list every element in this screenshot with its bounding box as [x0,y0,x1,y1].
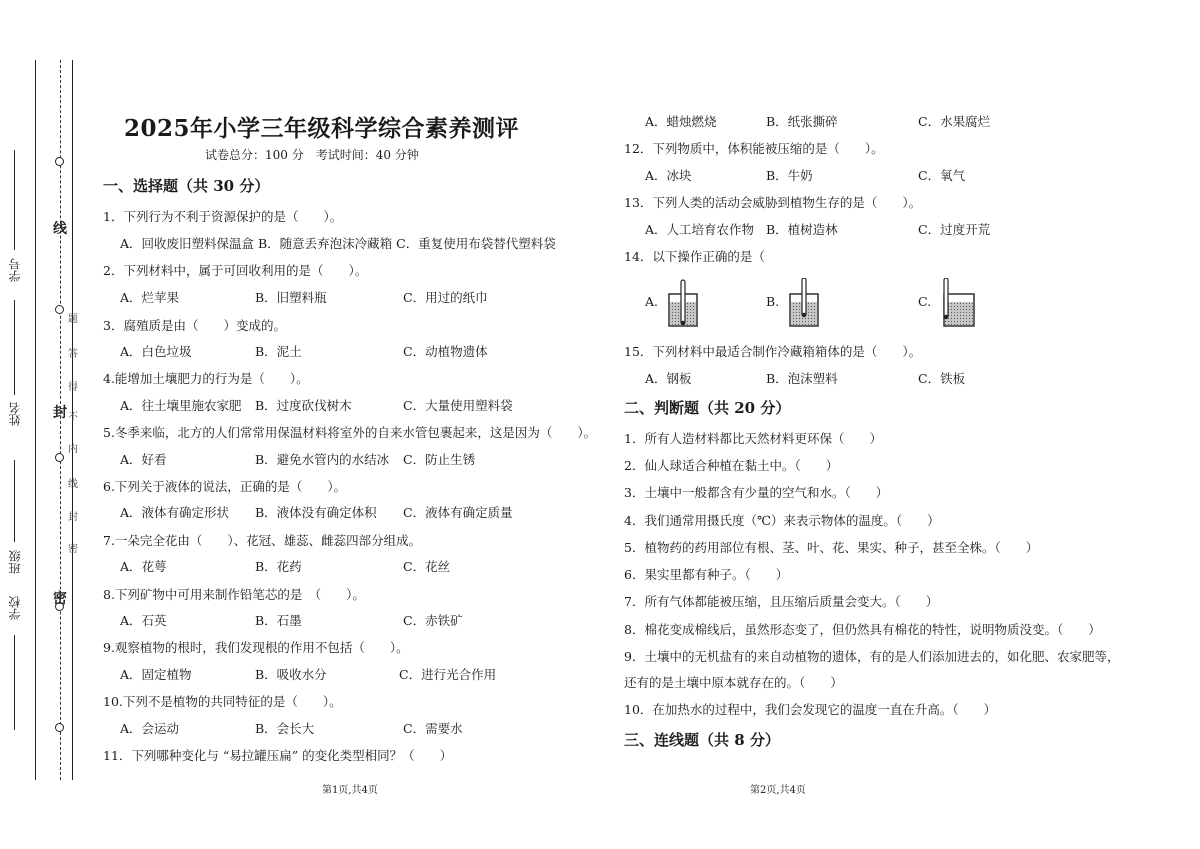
answer-option[interactable]: B．泥土 [255,344,302,359]
judgment-item: 7．所有气体都能被压缩，且压缩后质量会变大。（ ） [624,594,939,609]
answer-option[interactable]: B．花药 [255,559,302,574]
answer-option[interactable]: A．液体有确定形状 [120,505,230,520]
page-number-left: 第1页,共4页 [322,785,378,796]
answer-option[interactable]: A．石英 [120,613,167,628]
answer-option[interactable]: C．花丝 [403,559,451,574]
question-stem: 3．腐殖质是由（ ）变成的。 [103,318,286,333]
section-heading-choice: 一、选择题（共 30 分） [103,177,270,195]
question-stem: 13．下列人类的活动会威胁到植物生存的是（ ）。 [624,195,922,210]
answer-option[interactable]: B．吸收水分 [255,667,327,682]
field-label-student-id: 学号 [8,258,22,282]
field-line-school[interactable] [14,635,15,730]
margin-hole [55,305,64,314]
answer-option[interactable]: B．避免水管内的水结冰 [255,452,390,467]
question-stem: 7.一朵完全花由（ ）、花冠、雄蕊、雌蕊四部分组成。 [103,533,422,548]
answer-option-c[interactable]: C. [918,294,932,309]
judgment-item: 10．在加热水的过程中，我们会发现它的温度一直在升高。（ ） [624,702,997,717]
seal-char-feng: 封 [53,405,67,421]
judgment-item: 5．植物药的药用部位有根、茎、叶、花、果实、种子，甚至全株。（ ） [624,540,1039,555]
answer-option[interactable]: C．需要水 [403,721,463,736]
answer-option[interactable]: C．进行光合作用 [399,667,497,682]
seal-small-char: 得 [68,382,78,393]
judgment-item-continued: 还有的是土壤中原本就存在的。（ ） [624,675,843,690]
seal-small-char: 线 [68,479,78,490]
margin-hole [55,723,64,732]
margin-hole [55,453,64,462]
answer-option[interactable]: C．动植物遗体 [403,344,488,359]
answer-option[interactable]: B．液体没有确定体积 [255,505,377,520]
question-stem: 8.下列矿物中可用来制作铅笔芯的是 （ ）。 [103,587,365,602]
answer-option[interactable]: A．钢板 [645,371,692,386]
page-number-right: 第2页,共4页 [750,785,806,796]
answer-option[interactable]: A．人工培育农作物 [645,222,755,237]
judgment-item: 4．我们通常用摄氏度（℃）来表示物体的温度。（ ） [624,513,940,528]
beaker-thermometer-c-icon [938,278,978,328]
answer-option[interactable]: C．大量使用塑料袋 [403,398,513,413]
field-line-class[interactable] [14,460,15,542]
answer-option[interactable]: C．水果腐烂 [918,114,991,129]
section-heading-true-false: 二、判断题（共 20 分） [624,399,791,417]
answer-option[interactable]: C．过度开荒 [918,222,991,237]
answer-option[interactable]: C．赤铁矿 [403,613,463,628]
answer-option[interactable]: A．冰块 [645,168,692,183]
answer-option[interactable]: A．白色垃圾 [120,344,192,359]
answer-option[interactable]: B．植树造林 [766,222,838,237]
question-stem: 11．下列哪种变化与 “易拉罐压扁” 的变化类型相同？（ ） [103,748,453,763]
answer-option[interactable]: C．氧气 [918,168,966,183]
seal-small-char: 不 [68,412,78,423]
question-stem: 5.冬季来临，北方的人们常常用保温材料将室外的自来水管包裹起来，这是因为（ ）。 [103,425,597,440]
question-stem: 4.能增加土壤肥力的行为是（ ）。 [103,371,309,386]
answer-option[interactable]: A．固定植物 [120,667,192,682]
field-line-name[interactable] [14,300,15,395]
section-heading-matching: 三、连线题（共 8 分） [624,731,780,749]
answer-option[interactable]: A．烂苹果 [120,290,180,305]
answer-option[interactable]: C．液体有确定质量 [403,505,513,520]
answer-option[interactable]: A．花萼 [120,559,167,574]
question-stem: 15．下列材料中最适合制作冷藏箱箱体的是（ ）。 [624,344,922,359]
answer-option-a[interactable]: A. [645,294,659,309]
page-title: 2025年小学三年级科学综合素养测评 [124,115,520,142]
seal-small-char: 内 [68,444,78,455]
answer-option[interactable]: C．防止生锈 [403,452,476,467]
field-label-name: 姓名 [8,402,22,426]
seal-char-mi: 密 [53,591,67,607]
answer-option[interactable]: B．石墨 [255,613,302,628]
question-stem: 6.下列关于液体的说法，正确的是（ ）。 [103,479,347,494]
answer-option[interactable]: A．好看 [120,452,167,467]
question-stem: 1．下列行为不利于资源保护的是（ ）。 [103,209,343,224]
answer-option[interactable]: C．用过的纸巾 [403,290,488,305]
answer-option[interactable]: B．旧塑料瓶 [255,290,327,305]
field-line-student-id[interactable] [14,150,15,250]
question-stem: 2．下列材料中，属于可回收利用的是（ ）。 [103,263,368,278]
seal-small-char: 封 [68,512,78,523]
answer-option[interactable]: B．牛奶 [766,168,813,183]
seal-char-xian: 线 [53,221,67,237]
margin-outer-line [35,60,36,780]
field-label-school: 学校 [8,596,22,620]
beaker-thermometer-a-icon [665,278,701,328]
judgment-item: 1．所有人造材料都比天然材料更环保（ ） [624,431,882,446]
judgment-item: 8．棉花变成棉线后，虽然形态变了，但仍然具有棉花的特性，说明物质没变。（ ） [624,622,1101,637]
beaker-thermometer-b-icon [786,278,822,328]
answer-option[interactable]: C．铁板 [918,371,966,386]
judgment-item: 6．果实里都有种子。（ ） [624,567,789,582]
seal-small-char: 密 [68,544,78,555]
answer-option[interactable]: B．会长大 [255,721,315,736]
answer-option[interactable]: A．回收废旧塑料保温盒 B．随意丢弃泡沫冷藏箱 C．重复使用布袋替代塑料袋 [120,236,556,251]
question-stem: 10.下列不是植物的共同特征的是（ ）。 [103,694,342,709]
exam-meta: 试卷总分：100 分 考试时间：40 分钟 [205,148,419,162]
judgment-item: 9．土壤中的无机盐有的来自动植物的遗体，有的是人们添加进去的，如化肥、农家肥等， [624,649,1120,664]
question-stem: 9.观察植物的根时，我们发现根的作用不包括（ ）。 [103,640,409,655]
answer-option[interactable]: A．往土壤里施农家肥 [120,398,242,413]
answer-option[interactable]: B．泡沫塑料 [766,371,838,386]
answer-option[interactable]: B．过度砍伐树木 [255,398,352,413]
margin-hole [55,157,64,166]
field-label-class: 班级 [8,550,22,574]
answer-option-b[interactable]: B. [766,294,780,309]
judgment-item: 2．仙人球适合种植在黏土中。（ ） [624,458,839,473]
judgment-item: 3．土壤中一般都含有少量的空气和水。（ ） [624,485,889,500]
seal-small-char: 答 [68,349,78,360]
answer-option[interactable]: B．纸张撕碎 [766,114,838,129]
seal-small-char: 题 [68,314,78,325]
answer-option[interactable]: A．蜡烛燃烧 [645,114,717,129]
question-stem: 14．以下操作正确的是（ [624,249,790,264]
answer-option[interactable]: A．会运动 [120,721,180,736]
question-stem: 12．下列物质中，体积能被压缩的是（ ）。 [624,141,884,156]
